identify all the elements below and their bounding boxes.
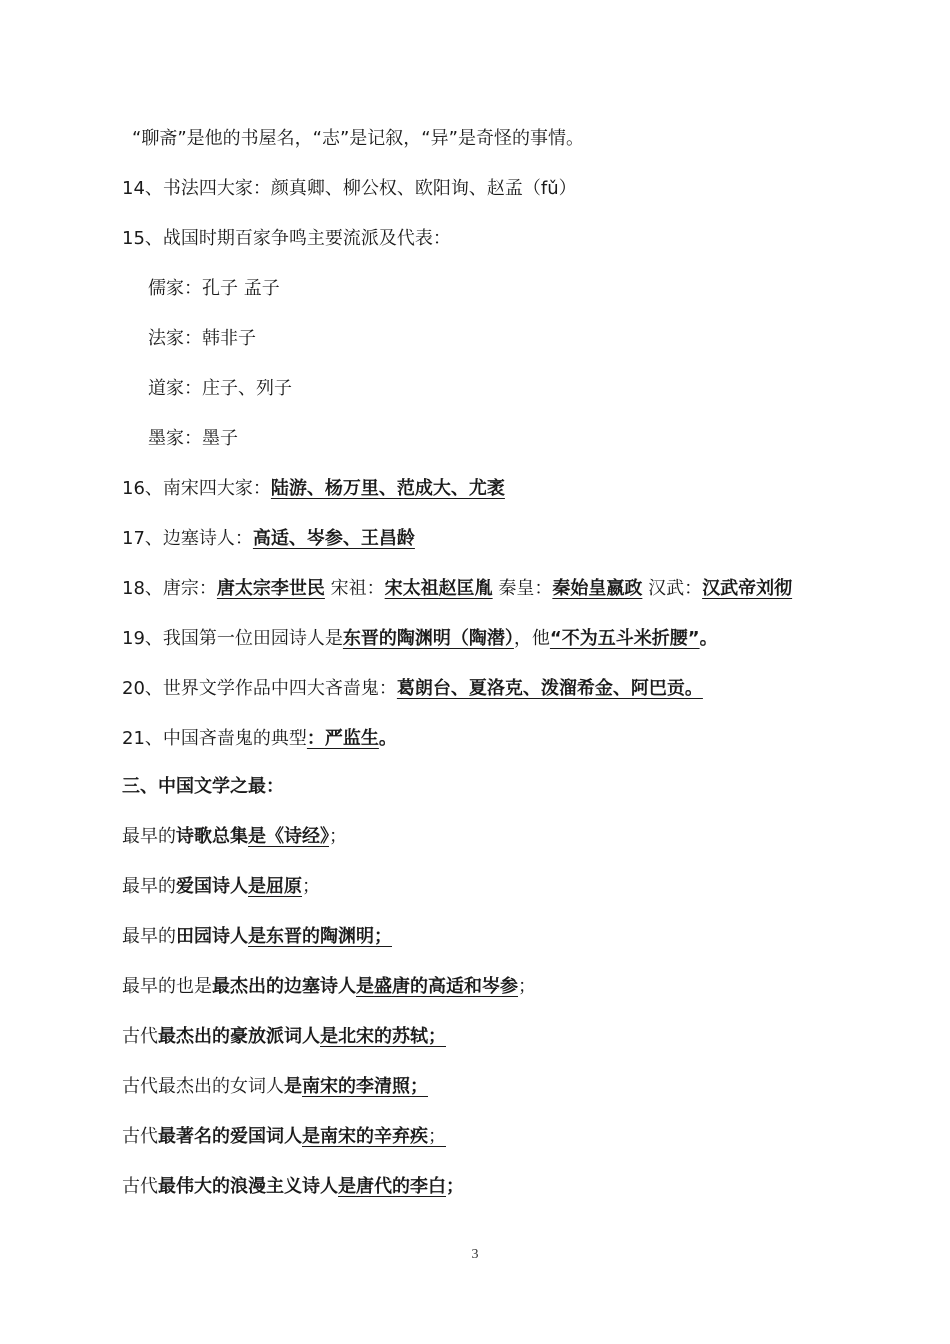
text-segment: 最杰出的豪放派词人 [158,1026,320,1047]
school-taoist [148,376,292,402]
text-segment: 。 [699,628,718,649]
answer-text: 是南宋的辛弃疾 [302,1126,428,1147]
text-segment: 道家：庄子、列子 [148,378,292,399]
text-segment: 。 [378,728,397,749]
list-item-17 [122,526,415,552]
text-segment: 最早的 [122,926,176,947]
text-segment: 20、世界文学作品中四大吝啬鬼： [122,678,397,699]
text-segment: 墨家：墨子 [148,428,238,449]
school-confucian [148,276,280,302]
answer-text: 是屈原 [248,876,302,897]
text-segment: 是 [284,1076,302,1097]
text-segment: 古代 [122,1126,158,1147]
answer-text: 是北宋的苏轼； [320,1026,446,1047]
section-heading [122,774,284,800]
text-segment: 21、中国吝啬鬼的典型 [122,728,307,749]
text-segment: ； [518,976,536,997]
text-segment: 最早的也是 [122,976,212,997]
superlative-item [122,1174,464,1200]
answer-text: 南宋的李清照； [302,1076,428,1097]
heading-text: 三、中国文学之最： [122,776,284,797]
list-item-18 [122,576,792,602]
superlative-item [122,824,347,850]
list-item-21 [122,726,397,752]
text-segment: 最杰出的边塞诗人 [212,976,356,997]
text-segment: 爱国诗人 [176,876,248,897]
answer-text: 葛朗台、夏洛克、泼溜希金、阿巴贡。 [396,678,703,699]
text-segment: ，他 [513,628,550,649]
text-line-liaozhai [132,126,584,152]
text-segment: 古代 [122,1176,158,1197]
answer-text: “不为五斗米折腰” [549,628,700,649]
superlative-item [122,874,320,900]
superlative-item [122,974,536,1000]
text-segment: 15、战国时期百家争鸣主要流派及代表： [122,228,451,249]
answer-text: 东晋的陶渊明（陶潜） [342,628,514,649]
text-segment: 最早的 [122,826,176,847]
text-segment: 16、南宋四大家： [122,478,271,499]
text-segment: 18、唐宗： [122,578,217,599]
text-segment: 19、我国第一位田园诗人是 [122,628,343,649]
text-segment: 最伟大的浪漫主义诗人 [158,1176,338,1197]
superlative-item [122,1024,446,1050]
text-segment: 古代 [122,1026,158,1047]
text-segment: ； [329,826,347,847]
superlative-item [122,1074,428,1100]
text-segment: “聊斋”是他的书屋名，“志”是记叙，“异”是奇怪的事情。 [132,128,584,149]
answer-text: 陆游、杨万里、范成大、尤袤 [270,478,505,499]
text-segment: 田园诗人 [176,926,248,947]
text-segment: 儒家：孔子 孟子 [148,278,280,299]
text-segment: ； [446,1176,464,1197]
text-segment: 最著名的爱国词人 [158,1126,302,1147]
list-item-16 [122,476,505,502]
answer-text: 是唐代的李白 [338,1176,446,1197]
text-segment: ； [428,1126,446,1147]
text-segment: 17、边塞诗人： [122,528,253,549]
school-mohist [148,426,238,452]
answer-text: 汉武帝刘彻 [702,578,793,599]
list-item-20 [122,676,703,702]
superlative-item [122,1124,446,1150]
school-legalist [148,326,256,352]
list-item-14 [122,176,577,202]
text-segment: 秦皇： [492,578,553,599]
text-segment: 最早的 [122,876,176,897]
answer-text: 唐太宗李世民 [216,578,325,599]
superlative-item [122,924,392,950]
answer-text: 是《诗经》 [248,826,329,847]
text-segment: 法家：韩非子 [148,328,256,349]
text-segment: 14、书法四大家：颜真卿、柳公权、欧阳询、赵孟（fǔ） [122,178,577,199]
page-number: 3 [471,1247,479,1262]
answer-text: 是东晋的陶渊明； [248,926,392,947]
answer-text: 宋太祖赵匡胤 [384,578,493,599]
text-segment: ； [302,876,320,897]
text-segment: 汉武： [642,578,703,599]
answer-text: 秦始皇嬴政 [552,578,643,599]
answer-text: 是盛唐的高适和岑参 [356,976,518,997]
list-item-19 [122,626,718,652]
text-segment: 诗歌总集 [176,826,248,847]
answer-text: ：严监生 [306,728,379,749]
text-segment: 古代最杰出的女词人 [122,1076,284,1097]
text-segment: 宋祖： [324,578,385,599]
answer-text: 高适、岑参、王昌龄 [252,528,415,549]
list-item-15 [122,226,451,252]
